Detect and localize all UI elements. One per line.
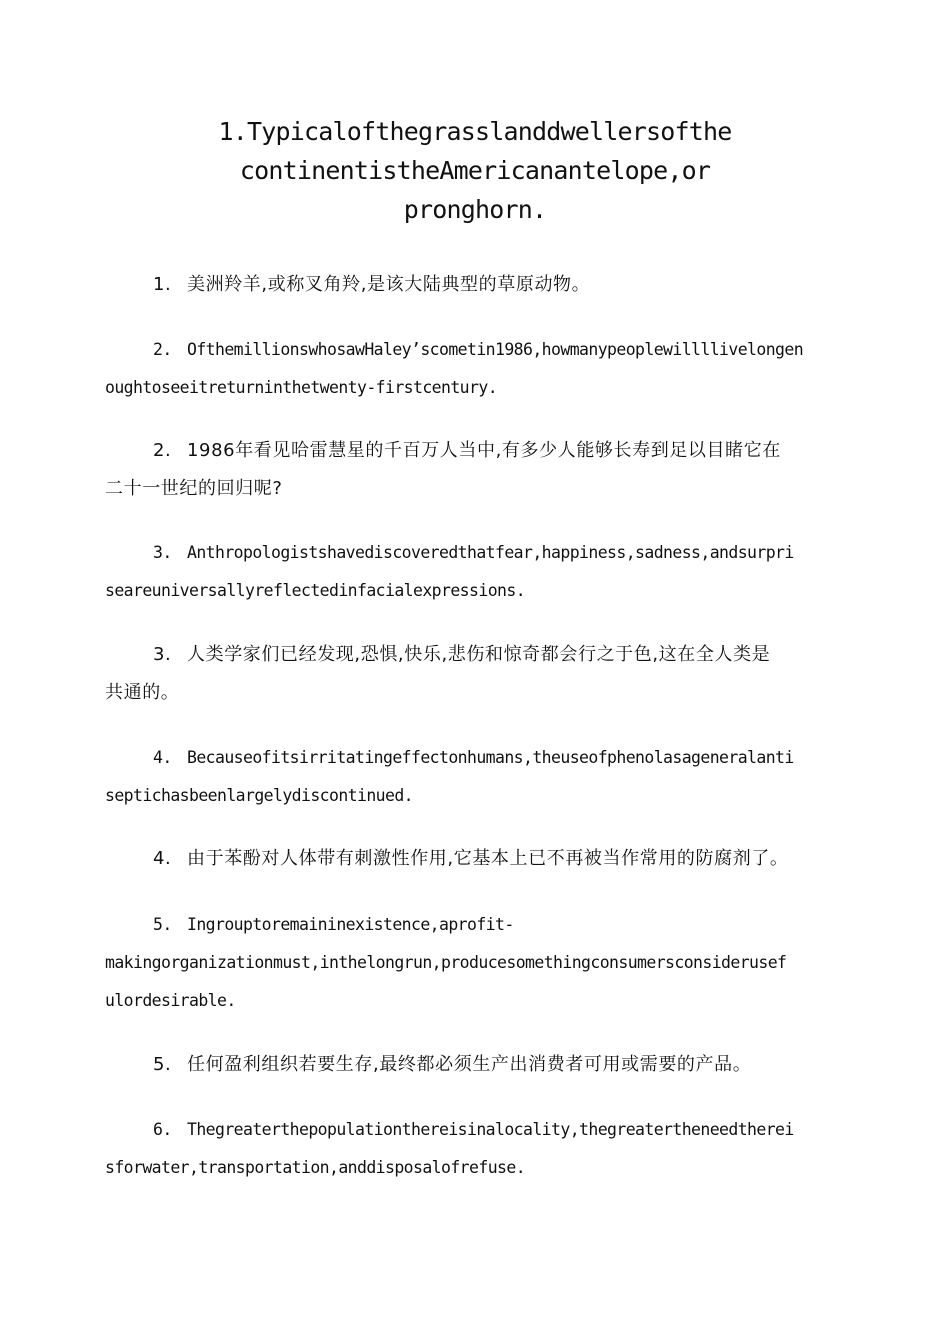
paragraph-number: 3. [153, 543, 172, 562]
paragraph-text: Ingrouptoremaininexistence,aprofit- [187, 915, 514, 934]
paragraph-text: sforwater,transportation,anddisposalofrefuse. [105, 1158, 526, 1177]
paragraph-2-english [105, 331, 845, 407]
paragraph-2-chinese [105, 432, 845, 508]
paragraph-text: ulordesirable. [105, 991, 236, 1010]
paragraph-5-chinese [105, 1046, 845, 1084]
paragraph-text: septichasbeenlargelydiscontinued. [105, 786, 414, 805]
paragraph-text: 共通的。 [105, 682, 180, 703]
paragraph-text: Becauseofitsirritatingeffectonhumans,theuseofphenolasageneralanti [187, 748, 794, 767]
paragraph-number: 5. [153, 915, 172, 934]
paragraph-4-chinese [105, 840, 845, 878]
paragraph-text: 人类学家们已经发现,恐惧,快乐,悲伤和惊奇都会行之于色,这在全人类是 [187, 644, 771, 665]
paragraph-number: 4. [153, 748, 172, 767]
paragraph-text: 任何盈利组织若要生存,最终都必须生产出消费者可用或需要的产品。 [187, 1054, 752, 1075]
title-line-1: 1.Typicalofthegrasslanddwellersofthe [218, 117, 732, 146]
paragraph-text: makingorganizationmust,inthelongrun,producesomethingconsumersconsiderusef [105, 953, 787, 972]
title-line-2: continentistheAmericanantelope,or [239, 156, 711, 185]
paragraph-number: 6. [153, 1120, 172, 1139]
paragraph-4-english [105, 739, 845, 815]
paragraph-6-english [105, 1111, 845, 1187]
paragraph-text: 由于苯酚对人体带有刺激性作用,它基本上已不再被当作常用的防腐剂了。 [187, 848, 789, 869]
paragraph-number: 4. [153, 848, 172, 869]
title-line-3: pronghorn. [403, 195, 547, 224]
paragraph-1-chinese [105, 266, 845, 304]
paragraph-number: 3. [153, 644, 172, 665]
paragraph-3-chinese [105, 636, 845, 712]
paragraph-text: 1986年看见哈雷慧星的千百万人当中,有多少人能够长寿到足以目睹它在 [187, 440, 781, 461]
paragraph-number: 2. [153, 340, 172, 359]
paragraph-5-english [105, 906, 845, 1020]
paragraph-text: oughtoseeitreturninthetwenty-firstcentury. [105, 378, 498, 397]
paragraph-text: seareuniversallyreflectedinfacialexpressions. [105, 581, 526, 600]
paragraph-number: 5. [153, 1054, 172, 1075]
paragraph-text: Thegreaterthepopulationthereisinalocality,thegreatertheneedtherei [187, 1120, 794, 1139]
paragraph-number: 2. [153, 440, 172, 461]
paragraph-text: OfthemillionswhosawHaley’scometin1986,howmanypeoplewillllivelongen [187, 340, 804, 359]
paragraph-text: Anthropologistshavediscoveredthatfear,happiness,sadness,andsurpri [187, 543, 794, 562]
paragraph-number: 1. [153, 274, 172, 295]
paragraph-text: 二十一世纪的回归呢? [105, 478, 283, 499]
page-title [100, 112, 850, 229]
paragraph-3-english [105, 534, 845, 610]
paragraph-text: 美洲羚羊,或称叉角羚,是该大陆典型的草原动物。 [187, 274, 591, 295]
